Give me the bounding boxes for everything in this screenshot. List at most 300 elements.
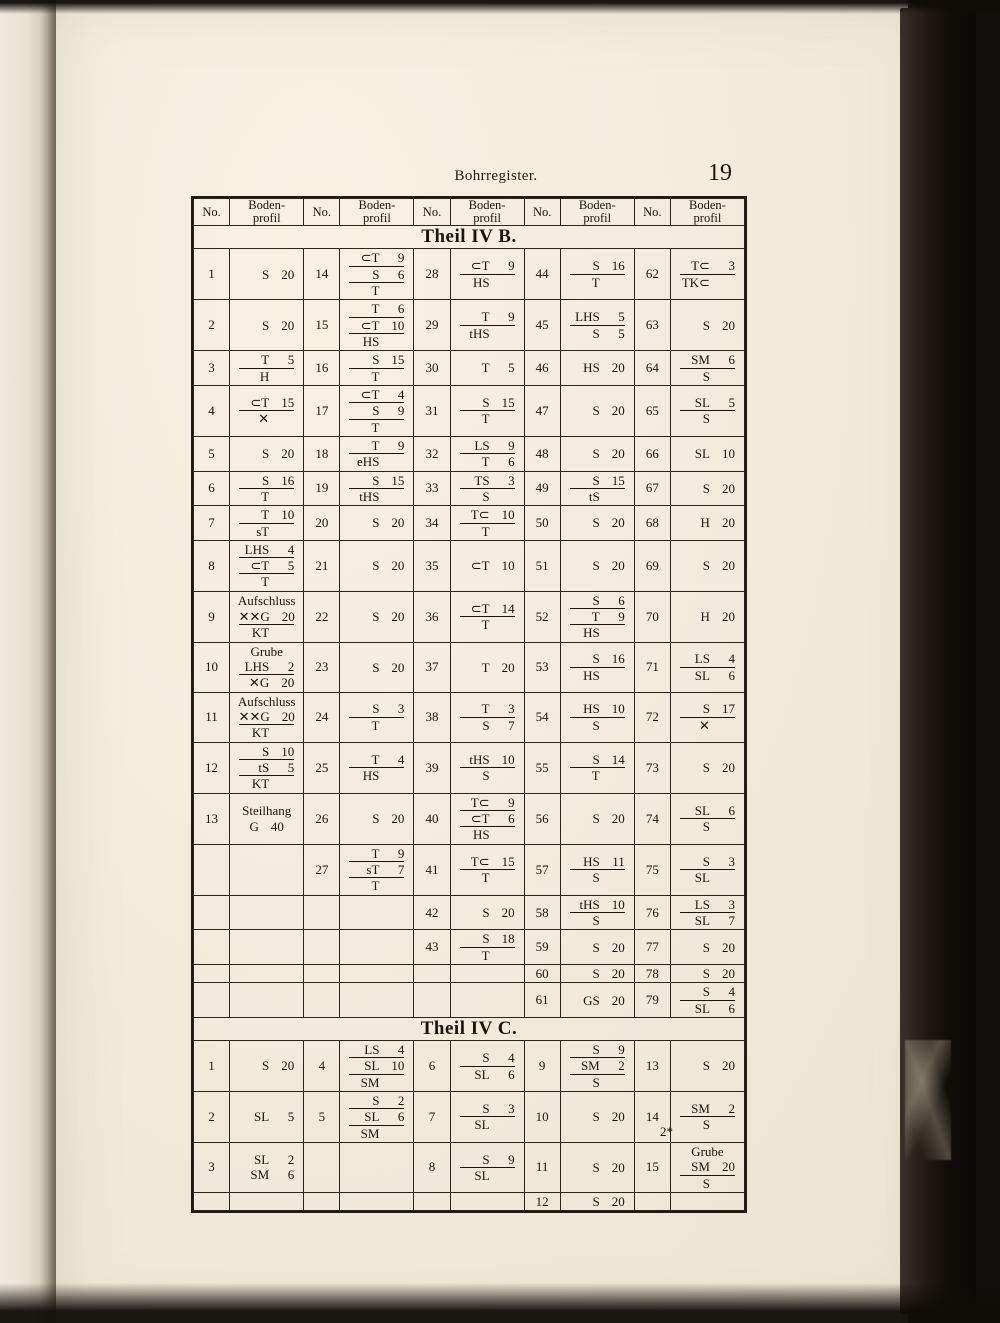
row-bodenprofil xyxy=(340,895,414,930)
table-row xyxy=(194,436,745,471)
row-number: 41 xyxy=(414,844,450,895)
profil-code: S xyxy=(702,558,710,574)
profil-line xyxy=(349,453,404,469)
table-body xyxy=(194,226,745,1211)
profil-value: 4 xyxy=(728,984,735,1000)
profil-stack xyxy=(230,394,303,428)
profil-value: 10 xyxy=(721,446,735,462)
header-bodenprofil xyxy=(450,199,524,226)
profil-line xyxy=(239,744,294,759)
profil-line xyxy=(460,488,515,504)
header-bodenprofil-line2: profil xyxy=(583,211,612,226)
profil-stack xyxy=(230,643,303,692)
profil-stack xyxy=(671,394,744,428)
profil-line xyxy=(239,624,294,640)
profil-line xyxy=(239,507,294,522)
profil-value: 10 xyxy=(501,558,515,574)
row-bodenprofil xyxy=(340,506,414,541)
row-number: 45 xyxy=(524,300,560,351)
profil-line xyxy=(239,267,294,282)
profil-stack xyxy=(340,514,413,531)
profil-line xyxy=(691,1144,724,1159)
profil-code: KT xyxy=(251,725,270,741)
profil-code: SL xyxy=(694,913,710,929)
row-bodenprofil xyxy=(560,471,634,506)
profil-code: S xyxy=(261,743,270,759)
profil-stack xyxy=(561,650,634,684)
profil-code: S xyxy=(261,472,270,488)
profil-stack xyxy=(230,592,303,641)
profil-stack xyxy=(561,992,634,1009)
row-number: 47 xyxy=(524,385,560,436)
profil-line xyxy=(349,250,404,265)
profil-value: 6 xyxy=(508,454,515,470)
profil-line xyxy=(570,403,625,418)
profil-line xyxy=(460,309,515,324)
row-bodenprofil xyxy=(670,1092,744,1143)
profil-code: T xyxy=(481,454,490,470)
profil-code: HS xyxy=(583,701,600,717)
profil-line xyxy=(349,282,404,298)
table-row xyxy=(194,1041,745,1092)
header-bodenprofil-line1: Boden- xyxy=(358,198,396,212)
profil-code: T xyxy=(481,523,490,539)
section-title: Theil IV B. xyxy=(194,226,745,249)
profil-code: SM xyxy=(691,1101,710,1117)
row-bodenprofil xyxy=(230,983,304,1018)
row-number xyxy=(304,1142,340,1192)
profil-code: SL xyxy=(694,870,710,886)
header-no: No. xyxy=(634,199,670,226)
header-bodenprofil-line2: profil xyxy=(693,211,722,226)
row-bodenprofil xyxy=(450,506,524,541)
profil-value: 3 xyxy=(508,1101,515,1117)
profil-stack xyxy=(451,659,524,676)
row-number: 68 xyxy=(634,506,670,541)
row-bodenprofil xyxy=(230,351,304,386)
profil-code: SM xyxy=(691,352,710,368)
profil-code: ⊂T xyxy=(360,250,380,266)
profil-code: tHS xyxy=(469,325,490,341)
profil-value: 16 xyxy=(281,472,295,488)
profil-code: T xyxy=(591,768,600,784)
row-number xyxy=(194,895,230,930)
profil-line xyxy=(570,515,625,530)
profil-code: KT xyxy=(251,776,270,792)
profil-line xyxy=(570,966,625,981)
profil-code: SL xyxy=(254,1152,270,1168)
profil-code: S xyxy=(702,701,710,717)
profil-line xyxy=(570,811,625,826)
profil-value: 4 xyxy=(508,1050,515,1066)
profil-code: ✕ xyxy=(699,717,710,733)
profil-line xyxy=(349,352,404,367)
profil-code: S xyxy=(592,1109,600,1125)
header-bodenprofil xyxy=(230,199,304,226)
row-number: 4 xyxy=(304,1041,340,1092)
profil-value: 20 xyxy=(281,1058,295,1074)
header-bodenprofil-line2: profil xyxy=(363,211,391,226)
row-number: 4 xyxy=(194,385,230,436)
profil-stack xyxy=(671,650,744,684)
profil-code: Aufschluss xyxy=(237,693,296,709)
row-number: 25 xyxy=(304,742,340,793)
profil-code: T⊂ xyxy=(470,794,490,810)
header-no: No. xyxy=(194,199,230,226)
profil-code: ⊂T xyxy=(470,600,490,616)
profil-line xyxy=(239,709,295,724)
profil-code: HS xyxy=(583,667,600,683)
row-number: 10 xyxy=(524,1092,560,1143)
profil-line xyxy=(239,446,294,461)
profil-stack xyxy=(230,693,303,742)
row-number: 12 xyxy=(194,742,230,793)
row-number: 29 xyxy=(414,300,450,351)
row-bodenprofil xyxy=(340,642,414,692)
table-row xyxy=(194,742,745,793)
row-bodenprofil xyxy=(340,692,414,742)
profil-code: SM xyxy=(691,1159,710,1175)
row-bodenprofil xyxy=(340,351,414,386)
profil-code: ⊂T xyxy=(360,386,380,402)
profil-stack xyxy=(561,308,634,342)
profil-code: ✕ xyxy=(258,411,270,427)
profil-value: 5 xyxy=(508,360,515,376)
row-number: 14 xyxy=(304,249,340,300)
profil-code: S xyxy=(702,480,710,496)
profil-line xyxy=(349,1057,404,1073)
row-bodenprofil xyxy=(340,1041,414,1092)
profil-code: GS xyxy=(583,992,600,1008)
row-bodenprofil xyxy=(450,844,524,895)
row-bodenprofil xyxy=(340,540,414,591)
profil-code: S xyxy=(372,558,380,574)
profil-code: S xyxy=(592,939,600,955)
profil-code: S xyxy=(482,1151,490,1167)
profil-stack xyxy=(671,557,744,574)
profil-line xyxy=(680,558,735,573)
profil-line xyxy=(460,473,515,488)
row-number: 53 xyxy=(524,642,560,692)
profil-stack xyxy=(671,853,744,887)
profil-line xyxy=(460,1101,515,1116)
profil-line xyxy=(680,760,735,775)
row-number xyxy=(414,965,450,983)
row-number: 73 xyxy=(634,742,670,793)
row-bodenprofil xyxy=(450,983,524,1018)
profil-code: S xyxy=(482,1101,490,1117)
profil-stack xyxy=(230,472,303,506)
profil-line xyxy=(349,701,404,716)
profil-line xyxy=(570,869,625,885)
profil-value: 5 xyxy=(287,558,295,574)
row-bodenprofil xyxy=(670,385,744,436)
profil-value: 20 xyxy=(611,1109,625,1125)
table-row xyxy=(194,300,745,351)
row-number: 32 xyxy=(414,436,450,471)
profil-code: S xyxy=(592,592,600,608)
profil-code: SL xyxy=(474,1117,490,1133)
row-bodenprofil xyxy=(340,249,414,300)
profil-line xyxy=(239,674,294,690)
profil-line xyxy=(680,984,735,999)
row-number: 34 xyxy=(414,506,450,541)
profil-value: 15 xyxy=(501,395,515,411)
profil-value: 5 xyxy=(287,760,295,776)
row-bodenprofil xyxy=(230,895,304,930)
table-row xyxy=(194,965,745,983)
profil-line xyxy=(680,1116,735,1132)
profil-stack xyxy=(451,308,524,342)
profil-line xyxy=(349,301,404,316)
profil-line xyxy=(570,473,625,488)
profil-line xyxy=(680,854,735,869)
profil-code: T⊂ xyxy=(691,258,710,274)
profil-code: tHS xyxy=(579,896,600,912)
profil-code: S xyxy=(482,395,490,411)
profil-stack xyxy=(451,557,524,574)
row-number: 64 xyxy=(634,351,670,386)
row-number: 50 xyxy=(524,506,560,541)
profil-value: 9 xyxy=(397,845,405,861)
profil-value: 20 xyxy=(721,609,735,625)
profil-code: T xyxy=(371,845,380,861)
profil-code: T xyxy=(261,574,270,590)
profil-line xyxy=(680,1058,735,1073)
profil-line xyxy=(239,318,294,333)
profil-value: 10 xyxy=(281,507,295,523)
row-number xyxy=(304,983,340,1018)
profil-value: 9 xyxy=(508,437,515,453)
profil-code: LHS xyxy=(244,541,270,557)
profil-code: T xyxy=(371,282,380,298)
profil-code: LHS xyxy=(244,659,270,675)
profil-value: 20 xyxy=(721,939,735,955)
row-bodenprofil xyxy=(560,742,634,793)
row-bodenprofil xyxy=(560,436,634,471)
profil-code: Grube xyxy=(691,1143,724,1159)
row-bodenprofil xyxy=(450,742,524,793)
profil-line xyxy=(570,593,625,608)
profil-value: 14 xyxy=(501,600,515,616)
profil-line xyxy=(460,947,515,963)
profil-code: H xyxy=(259,368,270,384)
profil-value: 10 xyxy=(391,317,405,333)
profil-code: sT xyxy=(256,523,270,539)
row-bodenprofil xyxy=(450,1092,524,1143)
row-bodenprofil xyxy=(560,540,634,591)
row-bodenprofil xyxy=(450,249,524,300)
profil-value: 20 xyxy=(721,515,735,531)
profil-line xyxy=(250,819,284,834)
profil-stack xyxy=(561,592,634,642)
profil-code: ✕G xyxy=(248,675,270,691)
row-number: 5 xyxy=(304,1092,340,1143)
row-bodenprofil xyxy=(230,742,304,793)
profil-value: 20 xyxy=(281,675,295,691)
profil-value: 20 xyxy=(611,811,625,827)
row-bodenprofil xyxy=(230,1192,304,1210)
profil-stack xyxy=(230,541,303,591)
table-row xyxy=(194,1142,745,1192)
profil-stack xyxy=(451,437,524,471)
profil-code: S xyxy=(592,1193,600,1209)
profil-line xyxy=(460,1167,515,1183)
table-row xyxy=(194,540,745,591)
profil-stack xyxy=(561,257,634,291)
profil-line xyxy=(349,767,404,783)
profil-value: 9 xyxy=(508,309,515,325)
profil-line xyxy=(349,1093,404,1108)
profil-value: 4 xyxy=(397,751,405,767)
profil-stack xyxy=(340,751,413,785)
profil-line xyxy=(570,912,625,928)
profil-code: G xyxy=(249,818,259,834)
profil-stack xyxy=(451,1049,524,1083)
profil-stack xyxy=(671,445,744,462)
table-row xyxy=(194,692,745,742)
profil-line xyxy=(680,966,735,981)
profil-line xyxy=(570,325,625,341)
profil-line xyxy=(239,352,294,367)
profil-value: 15 xyxy=(391,352,405,368)
profil-code: SM xyxy=(360,1074,380,1090)
profil-stack xyxy=(451,1151,524,1185)
table-row xyxy=(194,385,745,436)
row-number: 56 xyxy=(524,793,560,844)
row-bodenprofil xyxy=(340,844,414,895)
profil-code: S xyxy=(592,1074,600,1090)
row-bodenprofil xyxy=(450,642,524,692)
profil-line xyxy=(680,1000,735,1016)
row-bodenprofil xyxy=(560,506,634,541)
profil-code: S xyxy=(372,701,380,717)
profil-line xyxy=(570,608,625,624)
profil-code: S xyxy=(592,1159,600,1175)
profil-stack xyxy=(340,437,413,471)
profil-value: 20 xyxy=(721,760,735,776)
row-number: 13 xyxy=(634,1041,670,1092)
row-bodenprofil xyxy=(450,1192,524,1210)
profil-value: 2 xyxy=(728,1101,735,1117)
profil-code: T xyxy=(261,488,270,504)
profil-stack xyxy=(671,983,744,1017)
row-bodenprofil xyxy=(560,930,634,965)
row-bodenprofil xyxy=(670,793,744,844)
row-number: 70 xyxy=(634,591,670,642)
profil-value: 5 xyxy=(618,325,625,341)
profil-stack xyxy=(671,351,744,385)
profil-code: S xyxy=(372,659,380,675)
profil-stack xyxy=(340,845,413,895)
row-bodenprofil xyxy=(450,385,524,436)
row-number: 31 xyxy=(414,385,450,436)
profil-code: Aufschluss xyxy=(237,593,296,609)
profil-value: 14 xyxy=(611,751,625,767)
profil-line xyxy=(570,446,625,461)
row-number: 8 xyxy=(414,1142,450,1192)
profil-stack xyxy=(671,1100,744,1134)
row-bodenprofil xyxy=(450,1041,524,1092)
profil-line xyxy=(349,1042,404,1057)
profil-line xyxy=(239,473,294,488)
profil-stack xyxy=(561,472,634,506)
profil-value: 5 xyxy=(618,309,625,325)
profil-line xyxy=(680,318,735,333)
profil-code: S xyxy=(592,558,600,574)
profil-value: 20 xyxy=(611,360,625,376)
row-number: 5 xyxy=(194,436,230,471)
profil-code: TK⊂ xyxy=(681,274,710,290)
profil-code: S xyxy=(372,352,380,368)
row-bodenprofil xyxy=(560,385,634,436)
profil-value: 4 xyxy=(397,386,405,402)
profil-line xyxy=(680,410,735,426)
profil-value: 3 xyxy=(508,701,515,717)
profil-code: SL xyxy=(694,667,710,683)
profil-line xyxy=(460,931,515,946)
profil-code: SL xyxy=(364,1058,380,1074)
row-number xyxy=(304,895,340,930)
profil-code: HS xyxy=(362,333,380,349)
row-bodenprofil xyxy=(560,1041,634,1092)
profil-value: 3 xyxy=(397,701,405,717)
profil-stack xyxy=(230,802,303,835)
profil-code: HS xyxy=(583,625,600,641)
profil-value: 16 xyxy=(611,258,625,274)
profil-value: 10 xyxy=(501,751,515,767)
profil-value: 20 xyxy=(501,904,515,920)
row-number: 13 xyxy=(194,793,230,844)
header-bodenprofil-line1: Boden- xyxy=(468,198,506,212)
profil-code: ⊂T xyxy=(470,258,490,274)
profil-value: 20 xyxy=(281,266,295,282)
row-bodenprofil xyxy=(230,844,304,895)
profil-line xyxy=(460,905,515,920)
profil-code: SL xyxy=(694,395,710,411)
profil-line xyxy=(239,659,294,674)
profil-stack xyxy=(561,359,634,376)
profil-value: 20 xyxy=(281,317,295,333)
row-bodenprofil xyxy=(340,793,414,844)
profil-line xyxy=(460,810,515,826)
profil-code: SM xyxy=(360,1125,380,1141)
running-head: Bohrregister. xyxy=(454,168,538,184)
row-bodenprofil xyxy=(230,692,304,742)
row-number: 17 xyxy=(304,385,340,436)
profil-stack xyxy=(230,506,303,540)
bottom-vignette xyxy=(0,1283,1000,1323)
profil-value: 3 xyxy=(728,896,735,912)
section-title-row xyxy=(194,226,745,249)
profil-code: T xyxy=(371,301,380,317)
profil-line xyxy=(460,523,515,539)
table-row xyxy=(194,930,745,965)
profil-line xyxy=(460,601,515,616)
profil-value: 15 xyxy=(391,472,405,488)
profil-line xyxy=(239,759,294,775)
profil-code: H xyxy=(700,515,710,531)
profil-code: HS xyxy=(472,274,490,290)
profil-line xyxy=(349,317,404,333)
profil-line xyxy=(570,1042,625,1057)
profil-value: 7 xyxy=(728,913,735,929)
profil-code: Steilhang xyxy=(242,803,292,819)
profil-value: 20 xyxy=(611,558,625,574)
profil-line xyxy=(570,1074,625,1090)
profil-stack xyxy=(671,759,744,776)
profil-line xyxy=(460,558,515,573)
